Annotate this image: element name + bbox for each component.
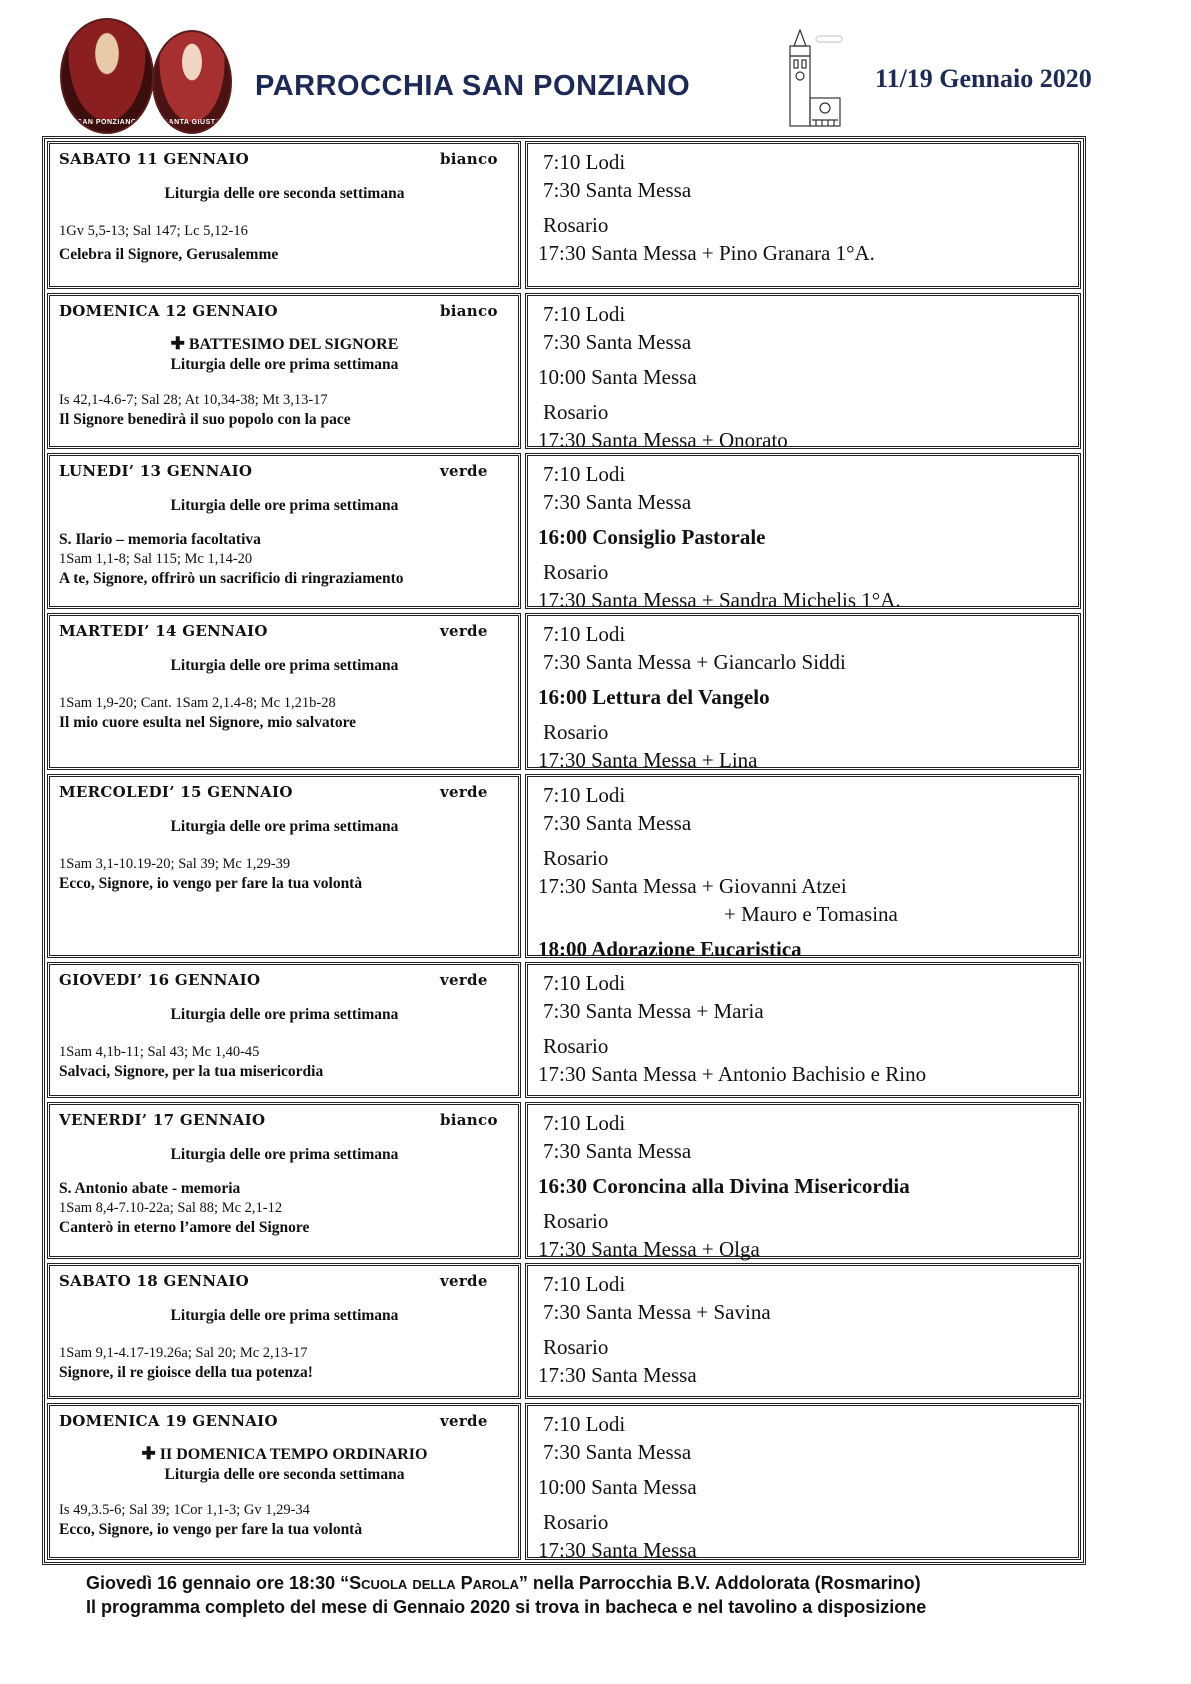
patron-saints-logo [60,18,230,133]
memorial: S. Antonio abate - memoria [59,1180,241,1197]
date-range: 11/19 Gennaio 2020 [875,64,1092,93]
day-events-cell [525,141,1081,289]
day-header [59,302,510,320]
day-header [59,150,510,168]
readings: Is 49,3.5-6; Sal 39; 1Cor 1,1-3; Gv 1,29-34 [59,1502,310,1518]
psalm-antiphon: Ecco, Signore, io vengo per fare la tua volontà [59,1521,363,1538]
psalm-antiphon: Canterò in eterno l’amore del Signore [59,1219,310,1236]
event-item: Rosario [543,560,609,584]
liturgy-week: Liturgia delle ore prima settimana [170,497,399,514]
psalm-antiphon: Ecco, Signore, io vengo per fare la tua volontà [59,875,363,892]
event-item: 7:10 Lodi [543,462,626,486]
liturgical-color: verde [440,783,488,801]
day-header [59,783,510,801]
liturgical-color: bianco [440,150,498,168]
psalm-antiphon: Celebra il Signore, Gerusalemme [59,246,279,263]
event-item: 7:10 Lodi [543,622,626,646]
day-header [59,1111,510,1129]
liturgy-week: Liturgia delle ore seconda settimana [164,185,405,202]
event-item: 7:10 Lodi [543,150,626,174]
day-info-cell [47,293,521,449]
saint-medallion-icon [60,18,154,134]
liturgy-week: Liturgia delle ore prima settimana [170,356,399,373]
readings: 1Sam 1,9-20; Cant. 1Sam 2,1.4-8; Mc 1,21b-28 [59,695,336,711]
event-item: 17:30 Santa Messa + Giovanni Atzei [538,874,847,898]
liturgical-color: verde [440,1412,488,1430]
footer-notes [86,1571,926,1619]
day-row [45,451,1083,611]
day-title: DOMENICA 19 GENNAIO [59,1412,278,1430]
day-row [45,611,1083,772]
parish-title: PARROCCHIA SAN PONZIANO [255,70,691,102]
event-item: 16:00 Consiglio Pastorale [538,525,766,549]
day-info-cell [47,1102,521,1259]
day-row [45,1401,1083,1562]
liturgical-color: verde [440,1272,488,1290]
event-name: Scuola della Parola [349,1573,519,1593]
event-item: 7:30 Santa Messa + Giancarlo Siddi [543,650,846,674]
event-item: 7:10 Lodi [543,1272,626,1296]
event-item: Rosario [543,1209,609,1233]
day-row [45,772,1083,960]
day-events-cell [525,613,1081,770]
readings: 1Sam 8,4-7.10-22a; Sal 88; Mc 2,1-12 [59,1200,283,1216]
event-item: 7:30 Santa Messa [543,490,692,514]
event-item: 7:30 Santa Messa + Maria [543,999,764,1023]
event-item: 16:00 Lettura del Vangelo [538,685,770,709]
feast-title [59,334,510,355]
liturgy-week: Liturgia delle ore seconda settimana [164,1466,405,1483]
cross-icon: ✚ [170,334,185,353]
readings: 1Gv 5,5-13; Sal 147; Lc 5,12-16 [59,223,248,239]
event-item: 18:00 Adorazione Eucaristica [538,937,802,961]
day-row [45,139,1083,291]
footer-line-event [86,1571,926,1595]
event-item: 7:10 Lodi [543,971,626,995]
readings: 1Sam 4,1b-11; Sal 43; Mc 1,40-45 [59,1044,260,1060]
day-events-cell [525,1102,1081,1259]
event-item: Rosario [543,1510,609,1534]
day-row [45,291,1083,451]
feast-name: II DOMENICA TEMPO ORDINARIO [159,1446,428,1463]
event-item: Rosario [543,1034,609,1058]
readings: 1Sam 3,1-10.19-20; Sal 39; Mc 1,29-39 [59,856,291,872]
day-events-cell [525,293,1081,452]
day-header [59,462,510,480]
readings: Is 42,1-4.6-7; Sal 28; At 10,34-38; Mt 3,13-17 [59,392,328,408]
event-item: 17:30 Santa Messa [538,1538,697,1562]
event-item: 17:30 Santa Messa + Olga [538,1237,760,1261]
feast-title [59,1444,510,1465]
day-info-cell [47,1403,521,1560]
day-title: MARTEDI’ 14 GENNAIO [59,622,268,640]
day-info-cell [47,962,521,1098]
day-info-cell [47,613,521,770]
day-title: MERCOLEDI’ 15 GENNAIO [59,783,293,801]
day-info-cell [47,141,521,289]
readings: 1Sam 9,1-4.17-19.26a; Sal 20; Mc 2,13-17 [59,1345,308,1361]
event-item: 7:30 Santa Messa [543,330,692,354]
day-header [59,1272,510,1290]
day-events-cell [525,453,1081,612]
event-item: Rosario [543,1335,609,1359]
day-title: SABATO 11 GENNAIO [59,150,249,168]
event-item: 7:30 Santa Messa [543,178,692,202]
event-item: 7:30 Santa Messa + Savina [543,1300,771,1324]
event-item: 7:10 Lodi [543,1111,626,1135]
event-item: Rosario [543,846,609,870]
weekly-schedule-table [42,136,1086,1565]
day-events-cell [525,774,1081,961]
liturgy-week: Liturgia delle ore prima settimana [170,657,399,674]
day-title: VENERDI’ 17 GENNAIO [59,1111,266,1129]
liturgical-color: bianco [440,302,498,320]
psalm-antiphon: Signore, il re gioisce della tua potenza! [59,1364,313,1381]
footer-text: Giovedì 16 gennaio ore 18:30 “ [86,1573,350,1593]
page-header [0,0,1191,136]
liturgical-color: verde [440,462,488,480]
psalm-antiphon: Il Signore benedirà il suo popolo con la pace [59,411,351,428]
event-item: 17:30 Santa Messa + Pino Granara 1°A. [538,241,875,265]
liturgy-week: Liturgia delle ore prima settimana [170,818,399,835]
day-header [59,622,510,640]
event-item: 10:00 Santa Messa [538,365,697,389]
event-item: Rosario [543,720,609,744]
event-item: 7:10 Lodi [543,1412,626,1436]
event-item: 7:10 Lodi [543,783,626,807]
day-title: GIOVEDI’ 16 GENNAIO [59,971,261,989]
day-events-cell [525,962,1081,1098]
event-item: 17:30 Santa Messa + Antonio Bachisio e Rino [538,1062,927,1086]
liturgy-week: Liturgia delle ore prima settimana [170,1146,399,1163]
day-events-cell [525,1263,1081,1399]
footer-text: ” nella Parrocchia B.V. Addolorata (Rosmarino) [518,1573,921,1593]
day-title: DOMENICA 12 GENNAIO [59,302,278,320]
cross-icon: ✚ [141,1444,156,1463]
psalm-antiphon: Salvaci, Signore, per la tua misericordia [59,1063,324,1080]
liturgical-color: verde [440,622,488,640]
day-info-cell [47,1263,521,1399]
event-item: 7:30 Santa Messa [543,1139,692,1163]
event-item: Rosario [543,213,609,237]
medallion-label: SAN PONZIANO [77,119,137,126]
event-item: + Mauro e Tomasina [724,902,898,926]
day-header [59,1412,510,1430]
event-item: 16:30 Coroncina alla Divina Misericordia [538,1174,910,1198]
day-row [45,960,1083,1100]
memorial: S. Ilario – memoria facoltativa [59,531,261,548]
event-item: 17:30 Santa Messa + Onorato [538,428,788,452]
event-item: Rosario [543,400,609,424]
bell-tower-icon [780,28,850,128]
day-title: LUNEDI’ 13 GENNAIO [59,462,253,480]
liturgy-week: Liturgia delle ore prima settimana [170,1307,399,1324]
readings: 1Sam 1,1-8; Sal 115; Mc 1,14-20 [59,551,253,567]
day-events-cell [525,1403,1081,1560]
event-item: 7:30 Santa Messa [543,1440,692,1464]
saint-medallion-icon [152,30,232,134]
footer-line-program: Il programma completo del mese di Gennaio 2020 si trova in bacheca e nel tavolino a disposizione [86,1597,927,1617]
day-row [45,1261,1083,1401]
medallion-label: SANTA GIUSTA [163,119,221,126]
event-item: 17:30 Santa Messa + Lina [538,748,758,772]
event-item: 17:30 Santa Messa [538,1363,697,1387]
feast-name: BATTESIMO DEL SIGNORE [188,336,399,353]
liturgical-color: verde [440,971,488,989]
day-info-cell [47,774,521,958]
psalm-antiphon: Il mio cuore esulta nel Signore, mio salvatore [59,714,357,731]
day-title: SABATO 18 GENNAIO [59,1272,249,1290]
liturgical-color: bianco [440,1111,498,1129]
event-item: 10:00 Santa Messa [538,1475,697,1499]
event-item: 7:10 Lodi [543,302,626,326]
psalm-antiphon: A te, Signore, offrirò un sacrificio di ringraziamento [59,570,404,587]
liturgy-week: Liturgia delle ore prima settimana [170,1006,399,1023]
event-item: 7:30 Santa Messa [543,811,692,835]
day-row [45,1100,1083,1261]
day-info-cell [47,453,521,609]
event-item: 17:30 Santa Messa + Sandra Michelis 1°A. [538,588,901,612]
day-header [59,971,510,989]
